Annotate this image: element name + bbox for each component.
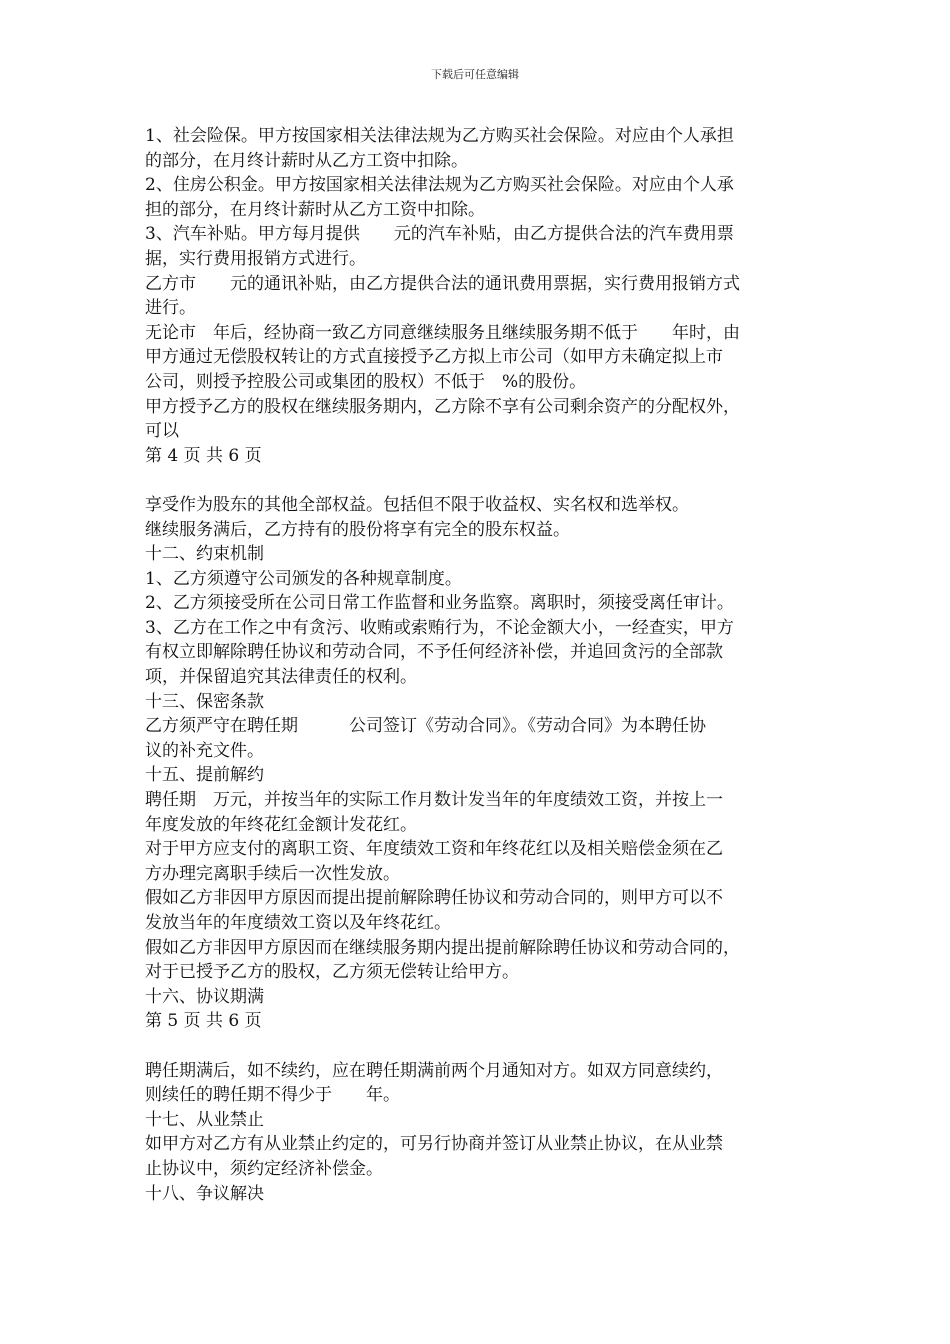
page-footer: 第 5 页 共 6 页 — [145, 1011, 262, 1032]
text-line: 2、住房公积金。甲方按国家相关法律法规为乙方购买社会保险。对应由个人承 — [145, 175, 734, 196]
text-line: 1、乙方须遵守公司颁发的各种规章制度。 — [145, 568, 462, 589]
text-line: 2、乙方须接受所在公司日常工作监督和业务监察。离职时，须接受离任审计。 — [145, 593, 734, 614]
text-line: 发放当年的年度绩效工资以及年终花红。 — [145, 913, 451, 933]
text-line: 如甲方对乙方有从业禁止约定的，可另行协商并签订从业禁止协议，在从业禁 — [145, 1134, 723, 1155]
text-line: 3、汽车补贴。甲方每月提供 元的汽车补贴，由乙方提供合法的汽车费用票 — [145, 224, 734, 245]
text-line: 乙方须严守在聘任期 公司签订《劳动合同》。《劳动合同》为本聘任协 — [145, 716, 706, 737]
header-note: 下载后可任意编辑 — [431, 68, 519, 81]
page-footer: 第 4 页 共 6 页 — [145, 445, 262, 466]
text-line: 假如乙方非因甲方原因而在继续服务期内提出提前解除聘任协议和劳动合同的， — [145, 937, 740, 958]
text-line: 的部分，在月终计薪时从乙方工资中扣除。 — [145, 150, 468, 171]
document-body — [145, 124, 825, 1206]
text-line: 聘任期 万元，并按当年的实际工作月数计发当年的年度绩效工资，并按上一 — [145, 790, 723, 811]
text-line: 享受作为股东的其他全部权益。包括但不限于收益权、实名权和选举权。 — [145, 494, 689, 515]
text-line: 聘任期满后，如不续约，应在聘任期满前两个月通知对方。如双方同意续约， — [145, 1060, 723, 1081]
text-line: 有权立即解除聘任协议和劳动合同，不予任何经济补偿，并追回贪污的全部款 — [145, 642, 723, 663]
text-line: 方办理完离职手续后一次性发放。 — [145, 863, 400, 884]
text-line: 甲方通过无偿股权转让的方式直接授予乙方拟上市公司（如甲方未确定拟上市 — [145, 347, 723, 368]
text-line: 公司，则授予控股公司或集团的股权）不低于 %的股份。 — [145, 371, 587, 392]
text-line: 假如乙方非因甲方原因而提出提前解除聘任协议和劳动合同的，则甲方可以不 — [145, 888, 723, 909]
text-line: 进行。 — [145, 298, 196, 319]
text-line: 可以 — [145, 421, 179, 442]
text-line: 1、社会险保。甲方按国家相关法律法规为乙方购买社会保险。对应由个人承担 — [145, 126, 734, 146]
text-line: 十二、约束机制 — [145, 544, 264, 565]
text-line: 继续服务满后，乙方持有的股份将享有完全的股东权益。 — [145, 519, 570, 540]
text-line: 项，并保留追究其法律责任的权利。 — [145, 667, 417, 688]
text-line: 据，实行费用报销方式进行。 — [145, 248, 366, 269]
text-line: 甲方授予乙方的股权在继续服务期内，乙方除不享有公司剩余资产的分配权外， — [145, 396, 740, 417]
text-line: 十七、从业禁止 — [145, 1109, 264, 1130]
text-line: 十六、协议期满 — [145, 986, 264, 1007]
text-line: 担的部分，在月终计薪时从乙方工资中扣除。 — [145, 199, 485, 220]
text-line — [145, 468, 825, 493]
text-line: 则续任的聘任期不得少于 年。 — [145, 1085, 400, 1106]
text-line: 对于甲方应支付的离职工资、年度绩效工资和年终花红以及相关赔偿金须在乙 — [145, 839, 723, 860]
text-line: 3、乙方在工作之中有贪污、收贿或索贿行为，不论金额大小，一经查实，甲方 — [145, 617, 734, 638]
text-line: 十三、保密条款 — [145, 691, 264, 712]
text-line: 对于已授予乙方的股权，乙方须无偿转让给甲方。 — [145, 962, 519, 983]
text-line — [145, 1034, 825, 1059]
text-line: 年度发放的年终花红金额计发花红。 — [145, 814, 417, 835]
text-line: 止协议中，须约定经济补偿金。 — [145, 1158, 383, 1179]
text-line: 十八、争议解决 — [145, 1183, 264, 1204]
text-line: 十五、提前解约 — [145, 765, 264, 786]
text-line: 议的补充文件。 — [145, 740, 264, 761]
text-line: 乙方市 元的通讯补贴，由乙方提供合法的通讯费用票据，实行费用报销方式 — [145, 273, 740, 294]
text-line: 无论市 年后，经协商一致乙方同意继续服务且继续服务期不低于 年时，由 — [145, 322, 740, 343]
